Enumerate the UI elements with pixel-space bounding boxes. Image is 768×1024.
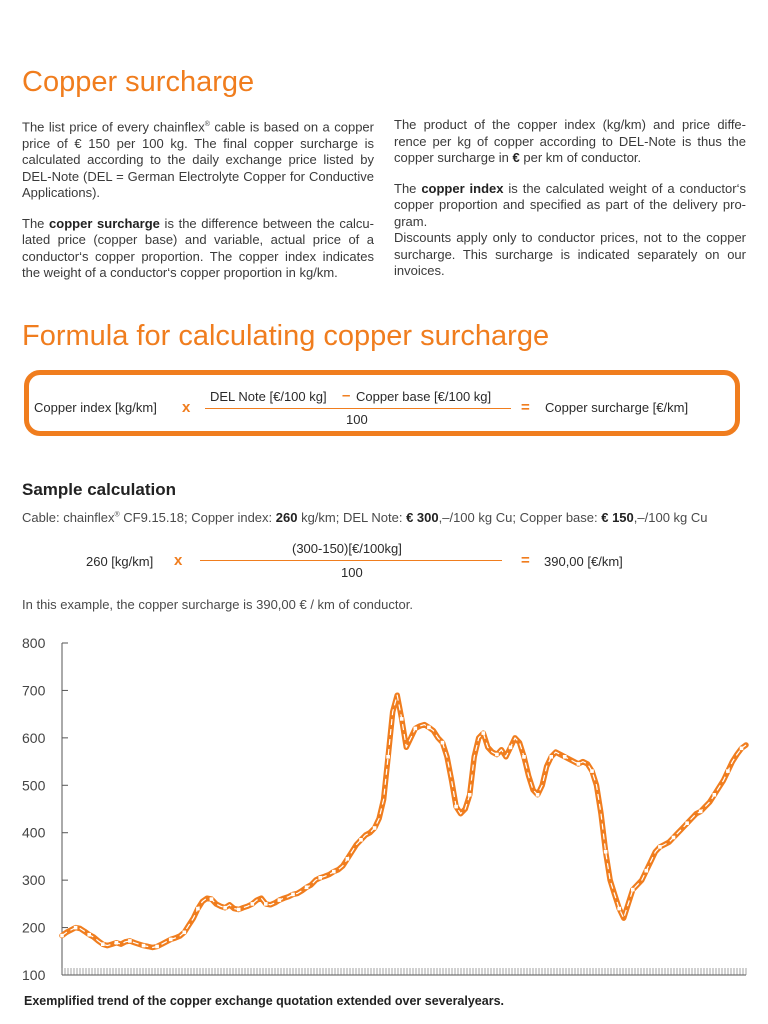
y-tick-label: 300: [22, 872, 46, 889]
data-point: [169, 938, 173, 942]
data-point: [318, 876, 322, 880]
chart-series: [60, 695, 746, 948]
data-point: [87, 933, 91, 937]
data-point: [699, 810, 703, 814]
formula-copper-index: Copper index [kg/km]: [34, 400, 157, 415]
y-tick-label: 700: [22, 682, 46, 699]
data-point: [631, 888, 635, 892]
data-point: [74, 926, 78, 930]
data-point: [604, 850, 608, 854]
sample-copper-index: 260 [kg/km]: [86, 554, 154, 569]
data-point: [522, 755, 526, 759]
data-point: [672, 836, 676, 840]
copper-index-definition: The copper index is the calculated weight of a conductor‘s copper proportion and specified as part of the delivery pro-gram.: [394, 180, 746, 229]
sample-cable-line: Cable: chainflex® CF9.15.18; Copper index: 260 kg/km; DEL Note: € 300,–/100 kg Cu; Copper base: € 150,–/100 kg Cu: [22, 510, 708, 525]
formula-result: Copper surcharge [€/km]: [545, 400, 689, 415]
data-point: [291, 893, 295, 897]
data-point: [210, 897, 214, 901]
y-tick-label: 200: [22, 919, 46, 936]
data-point: [441, 741, 445, 745]
data-point: [400, 717, 404, 721]
data-point: [305, 886, 309, 890]
series-line: [62, 695, 746, 947]
formula-title: Formula for calculating copper surcharge: [22, 320, 550, 352]
data-point: [740, 747, 744, 751]
formula-fraction-line: [205, 408, 511, 409]
data-point: [577, 762, 581, 766]
data-point: [454, 805, 458, 809]
data-point: [128, 939, 132, 943]
data-point: [278, 898, 282, 902]
data-point: [713, 793, 717, 797]
data-point: [60, 934, 64, 938]
data-point: [237, 908, 241, 912]
data-point: [332, 870, 336, 874]
data-point: [196, 907, 200, 911]
data-point: [414, 727, 418, 731]
data-point: [386, 755, 390, 759]
sample-equals-sign: =: [521, 552, 530, 569]
data-point: [495, 753, 499, 757]
data-point: [563, 755, 567, 759]
sample-conclusion: In this example, the copper surcharge is 390,00 € / km of conductor.: [22, 597, 413, 612]
product-paragraph: The product of the copper index (kg/km) and price diffe-rence per kg of copper according to DEL-Note is thus the copper surcharge in € per km of conductor.: [394, 117, 746, 165]
data-point: [617, 907, 621, 911]
x-axis-ticks: [62, 968, 746, 975]
data-point: [183, 931, 187, 935]
data-point: [658, 845, 662, 849]
formula-copper-base: Copper base [€/100 kg]: [356, 389, 492, 404]
chart-caption: Exemplified trend of the copper exchange quotation extended over severalyears.: [24, 994, 505, 1008]
data-point: [685, 821, 689, 825]
sample-fraction-line: [200, 560, 502, 561]
data-point: [509, 746, 513, 750]
y-tick-label: 600: [22, 729, 46, 746]
data-point: [549, 755, 553, 759]
data-point: [142, 944, 146, 948]
data-point: [590, 769, 594, 773]
data-point: [155, 945, 159, 949]
discounts-paragraph: Discounts apply only to conductor prices, not to the copper surcharge. This surcharge is indicated separately on our invoices.: [394, 230, 746, 278]
data-point: [359, 838, 363, 842]
y-tick-label: 500: [22, 777, 46, 794]
formula-equals-sign: =: [521, 399, 530, 416]
sample-numerator: (300-150)[€/100kg]: [292, 541, 402, 556]
sample-result: 390,00 [€/km]: [544, 554, 623, 569]
sample-title: Sample calculation: [22, 480, 176, 499]
data-point: [645, 869, 649, 873]
y-axis: [22, 635, 68, 983]
data-point: [726, 769, 730, 773]
data-point: [427, 726, 431, 730]
data-point: [536, 793, 540, 797]
formula-minus-sign: –: [342, 387, 351, 404]
copper-surcharge-definition: The copper surcharge is the difference between the calcu-lated price (copper base) and variable, actual price of a conductor‘s copper proportion. The copper index indicates the weight of a conductor‘s copper proportion in kg/km.: [22, 215, 374, 281]
formula-del-note: DEL Note [€/100 kg]: [210, 389, 327, 404]
formula-multiply-sign: x: [182, 399, 191, 416]
y-tick-label: 400: [22, 824, 46, 841]
intro-left-column: [22, 117, 374, 296]
data-point: [264, 902, 268, 906]
data-point: [468, 793, 472, 797]
formula-denominator: 100: [346, 412, 368, 427]
page-title: Copper surcharge: [22, 66, 255, 98]
intro-right-column: [394, 117, 746, 294]
intro-paragraph: The list price of every chainflex® cable is based on a copper price of € 150 per 100 kg. The final copper surcharge is calculated according to the daily exchange price listed by DEL-Note (DEL = German Electrolyte Copper for Conductive Applications).: [22, 119, 374, 201]
y-tick-label: 100: [22, 967, 46, 983]
data-point: [115, 941, 119, 945]
data-point: [223, 906, 227, 910]
data-point: [482, 731, 486, 735]
sample-multiply-sign: x: [174, 552, 183, 569]
data-point: [251, 902, 255, 906]
data-point: [101, 942, 105, 946]
y-tick-label: 800: [22, 635, 46, 651]
data-point: [373, 826, 377, 830]
copper-price-chart: [0, 630, 768, 992]
sample-denominator: 100: [341, 565, 363, 580]
data-point: [346, 857, 350, 861]
